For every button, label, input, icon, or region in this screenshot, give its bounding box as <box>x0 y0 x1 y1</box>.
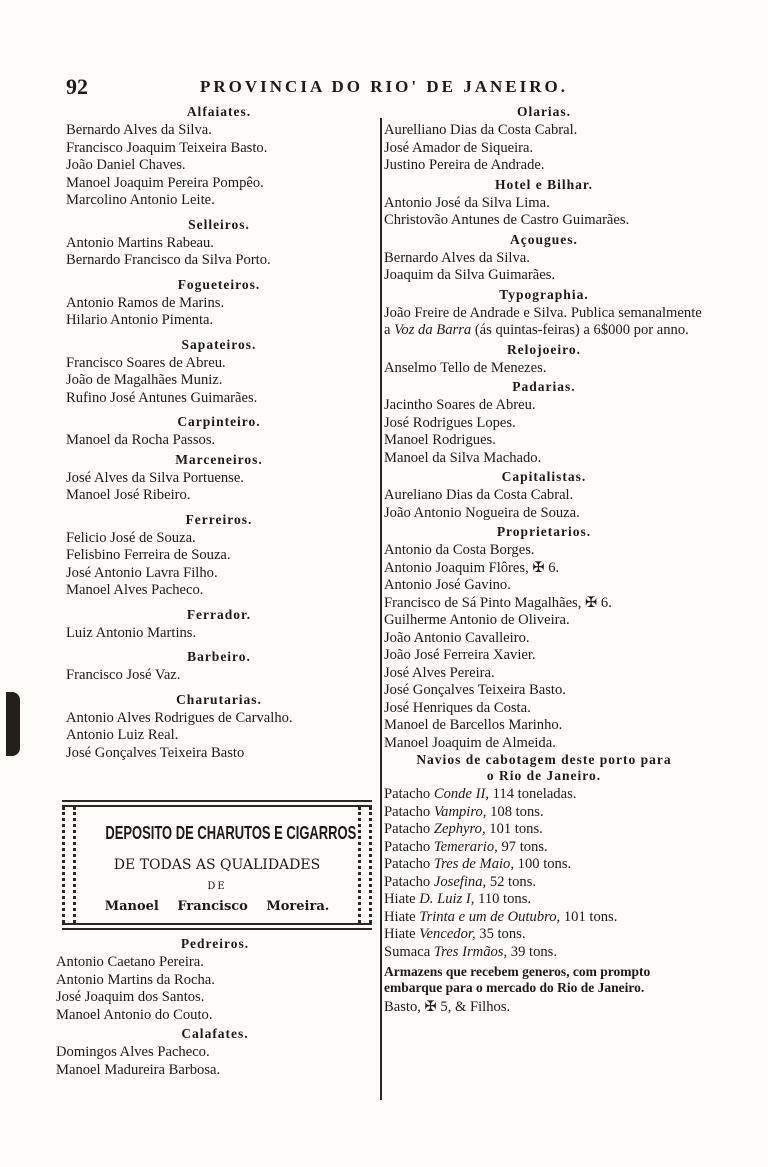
page-edge-mark <box>6 692 20 756</box>
list-item: José Antonio Lavra Filho. <box>66 564 218 581</box>
ship-type: Patacho <box>384 838 431 855</box>
armazens-entry: Basto, ✠ 5, & Filhos. <box>384 999 511 1015</box>
section-heading: Sapateiros. <box>181 336 257 352</box>
list-item: Manoel Joaquim de Almeida. <box>384 734 556 751</box>
list-item: Jacintho Soares de Abreu. <box>384 397 536 413</box>
ship-type: Patacho <box>384 856 431 872</box>
list-item: Hilario Antonio Pimenta. <box>66 312 214 328</box>
list-item: Domingos Alves Pacheco. <box>56 1044 210 1060</box>
advertisement-name: Manoel Francisco Moreira. <box>104 899 330 914</box>
list-item: João Antonio Nogueira de Souza. <box>384 504 580 521</box>
list-item: Antonio Martins Rabeau. <box>66 234 214 251</box>
list-item: Rufino José Antunes Guimarães. <box>66 389 258 406</box>
list-item: Manoel de Barcellos Marinho. <box>384 717 563 733</box>
ship-tonnage: 101 tons. <box>563 908 618 925</box>
ship-tonnage: 97 tons. <box>501 838 548 855</box>
list-item: Antonio José da Silva Lima. <box>384 194 550 211</box>
ship-type: Patacho <box>384 821 431 837</box>
ship-entry <box>384 786 704 804</box>
list-item: Luiz Antonio Martins. <box>66 624 197 641</box>
list-item: Francisco de Sá Pinto Magalhães, ✠ 6. <box>384 594 612 611</box>
list-item: Bernardo Alves da Silva. <box>384 249 530 266</box>
list-item: Guilherme Antonio de Oliveira. <box>384 612 570 628</box>
ship-tonnage: 114 toneladas. <box>492 786 577 802</box>
advertisement-subtitle: DE TODAS AS QUALIDADES <box>113 857 321 873</box>
list-item: Bernardo Francisco da Silva Porto. <box>66 252 271 268</box>
section-heading: Selleiros. <box>188 216 250 232</box>
ship-entry <box>384 909 704 927</box>
list-item: Aureliano Dias da Costa Cabral. <box>384 487 574 503</box>
ship-name: Josefina, <box>433 873 487 890</box>
list-item: José Amador de Siqueira. <box>384 139 534 156</box>
list-item: Marcolino Antonio Leite. <box>66 192 215 208</box>
page-header <box>66 74 686 98</box>
ship-type: Patacho <box>384 786 431 802</box>
section-heading: Ferrador. <box>186 606 252 622</box>
ship-name: D. Luiz I, <box>419 891 475 907</box>
ship-tonnage: 110 tons. <box>478 891 532 907</box>
section-heading-continued: o Rio de Janeiro. <box>486 768 602 783</box>
list-item: Francisco Joaquim Teixeira Basto. <box>66 139 268 156</box>
list-item: Antonio José Gavino. <box>384 577 511 593</box>
section-heading: Açougues. <box>510 231 578 247</box>
section-heading: Typographia. <box>499 286 589 302</box>
advertisement-de: DE <box>207 881 227 892</box>
list-item: Anselmo Tello de Menezes. <box>384 359 547 376</box>
section-heading: Pedreiros. <box>180 936 250 951</box>
ship-entry <box>384 839 704 857</box>
page-title: PROVINCIA DO RIO' DE JANEIRO. <box>200 77 568 96</box>
list-item: Christovão Antunes de Castro Guimarães. <box>384 212 630 228</box>
section-heading: Barbeiro. <box>187 649 251 664</box>
section-heading: Charutarias. <box>176 691 262 707</box>
ship-tonnage: 39 tons. <box>510 943 557 960</box>
section-heading: Marceneiros. <box>175 451 263 467</box>
list-item: Francisco José Vaz. <box>66 667 181 683</box>
ship-entry <box>384 926 704 944</box>
list-item: Antonio Joaquim Flôres, ✠ 6. <box>384 559 560 576</box>
list-item: José Rodrigues Lopes. <box>384 414 516 431</box>
typographia-text-before: João Freire de Andrade e Silva. Publica semanalmente a <box>384 304 702 338</box>
ship-entry <box>384 944 704 962</box>
list-item: Antonio Alves Rodrigues de Carvalho. <box>66 709 293 726</box>
ship-tonnage: 100 tons. <box>517 856 572 872</box>
section-heading: Relojoeiro. <box>506 341 582 357</box>
list-item: Manoel Madureira Barbosa. <box>56 1061 221 1078</box>
ship-entry <box>384 804 704 822</box>
list-item: José Gonçalves Teixeira Basto <box>66 744 245 761</box>
list-item: José Alves Pereira. <box>384 664 495 681</box>
ship-name: Tres de Maio, <box>433 856 514 872</box>
ship-name: Vencedor, <box>419 926 476 942</box>
list-item: Antonio Caetano Pereira. <box>56 954 204 970</box>
armazens-heading: Armazens que recebem generos, com prompto embarque para o mercado do Rio de Janeiro. <box>384 964 651 995</box>
section-heading: Navios de cabotagem deste porto para <box>416 752 672 767</box>
column-divider <box>380 118 382 1100</box>
list-item: Manoel da Silva Machado. <box>384 449 542 466</box>
list-item: Manoel da Rocha Passos. <box>66 432 216 448</box>
list-item: Felicio José de Souza. <box>66 529 196 546</box>
ship-name: Conde II, <box>433 786 489 802</box>
typographia-text-after: (ás quintas-feiras) a 6$000 por anno. <box>471 322 689 338</box>
list-item: João Antonio Cavalleiro. <box>384 629 530 646</box>
advertisement-title: DEPOSITO DE CHARUTOS E CIGARROS <box>105 823 357 843</box>
list-item: Manoel Alves Pacheco. <box>66 582 204 598</box>
section-heading: Capitalistas. <box>501 469 587 484</box>
page-number: 92 <box>66 74 88 99</box>
list-item: Francisco Soares de Abreu. <box>66 354 226 371</box>
list-item: José Joaquim dos Santos. <box>56 989 205 1005</box>
ship-entry <box>384 874 704 892</box>
ship-name: Vampiro, <box>433 803 487 820</box>
list-item: José Henriques da Costa. <box>384 699 531 716</box>
list-item: Antonio Martins da Rocha. <box>56 971 215 988</box>
list-item: Felisbino Ferreira de Souza. <box>66 547 231 563</box>
left-column <box>66 102 372 762</box>
right-column <box>384 102 704 1017</box>
section-heading: Alfaiates. <box>186 104 252 119</box>
section-heading: Ferreiros. <box>185 511 253 527</box>
ship-tonnage: 35 tons. <box>479 926 526 942</box>
newspaper-name: Voz da Barra <box>394 322 472 338</box>
ship-type: Hiate <box>384 926 416 942</box>
list-item: Antonio da Costa Borges. <box>384 542 535 558</box>
ship-entry <box>384 891 704 909</box>
list-item: Manoel Joaquim Pereira Pompêo. <box>66 174 264 191</box>
list-item: João Daniel Chaves. <box>66 157 186 173</box>
section-heading: Calafates. <box>181 1026 249 1041</box>
ship-type: Sumaca <box>384 943 431 960</box>
list-item: Manoel José Ribeiro. <box>66 487 191 503</box>
section-heading: Proprietarios. <box>496 524 592 539</box>
section-heading: Hotel e Bilhar. <box>494 176 594 192</box>
typographia-entry <box>384 305 704 340</box>
list-item: Manoel Rodrigues. <box>384 432 496 448</box>
ship-tonnage: 108 tons. <box>490 803 544 820</box>
ship-entry <box>384 821 704 839</box>
ship-name: Temerario, <box>433 838 498 855</box>
list-item: João de Magalhães Muniz. <box>66 372 223 388</box>
ship-type: Patacho <box>384 873 431 890</box>
list-item: Bernardo Alves da Silva. <box>66 122 212 138</box>
section-heading: Carpinteiro. <box>177 414 261 429</box>
ship-type: Patacho <box>384 803 431 820</box>
list-item: José Gonçalves Teixeira Basto. <box>384 682 566 698</box>
list-item: Aurelliano Dias da Costa Cabral. <box>384 122 578 138</box>
ship-type: Hiate <box>384 908 416 925</box>
section-heading: Olarias. <box>516 104 572 119</box>
ship-name: Trinta e um de Outubro, <box>419 908 561 925</box>
section-heading: Fogueteiros. <box>177 276 261 292</box>
list-item: Antonio Luiz Real. <box>66 727 179 743</box>
ship-tonnage: 101 tons. <box>489 821 543 837</box>
advertisement-box <box>62 800 372 930</box>
list-item: José Alves da Silva Portuense. <box>66 469 244 486</box>
list-item: Joaquim da Silva Guimarães. <box>384 267 556 283</box>
ship-tonnage: 52 tons. <box>489 873 537 890</box>
section-heading: Padarias. <box>512 379 576 394</box>
list-item: João José Ferreira Xavier. <box>384 647 536 663</box>
ship-entry <box>384 856 704 874</box>
list-item: Manoel Antonio do Couto. <box>56 1006 213 1023</box>
list-item: Antonio Ramos de Marins. <box>66 294 225 311</box>
ship-name: Zephyro, <box>433 821 486 837</box>
ship-name: Tres Irmãos, <box>433 943 508 960</box>
list-item: Justino Pereira de Andrade. <box>384 157 545 173</box>
left-column-lower <box>56 934 374 1079</box>
ship-type: Hiate <box>384 891 416 907</box>
